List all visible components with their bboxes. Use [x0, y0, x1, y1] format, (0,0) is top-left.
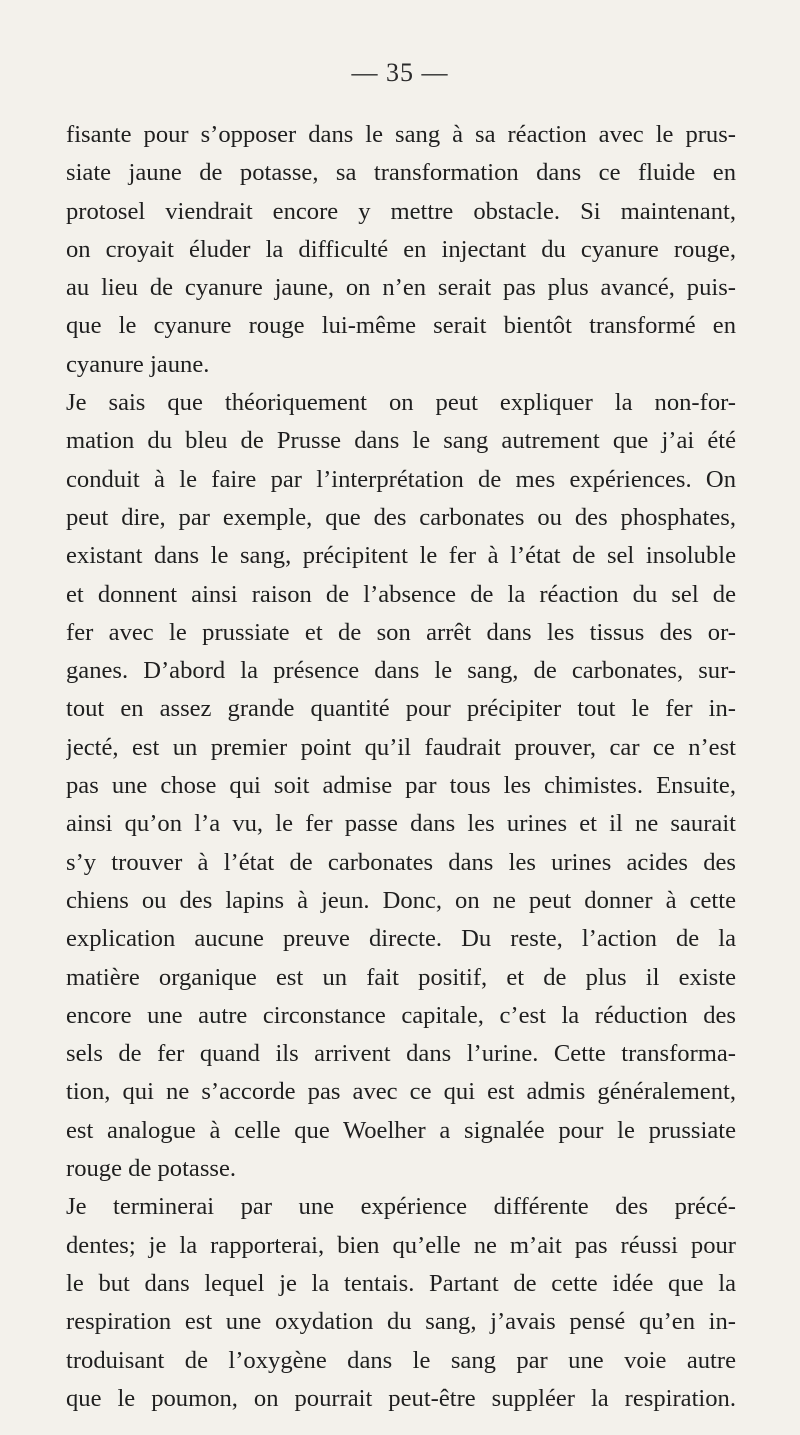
- text-line: s’y trouver à l’état de carbonates dans les urines acides des: [66, 848, 736, 876]
- text-line: respiration est une oxydation du sang, j’avais pensé qu’en in-: [66, 1308, 736, 1336]
- text-line: existant dans le sang, précipitent le fer à l’état de sel insoluble: [66, 542, 736, 570]
- text-line: Je terminerai par une expérience différente des précé-: [66, 1193, 736, 1221]
- text-line: au lieu de cyanure jaune, on n’en serait pas plus avancé, puis-: [66, 274, 736, 302]
- page-number: — 35 —: [351, 58, 449, 87]
- text-line: ainsi qu’on l’a vu, le fer passe dans les urines et il ne saurait: [66, 810, 736, 838]
- text-line: fer avec le prussiate et de son arrêt dans les tissus des or-: [66, 618, 736, 646]
- text-line: tout en assez grande quantité pour précipiter tout le fer in-: [66, 695, 736, 723]
- text-line: chiens ou des lapins à jeun. Donc, on ne peut donner à cette: [66, 886, 736, 914]
- text-line: encore une autre circonstance capitale, c’est la réduction des: [66, 1001, 736, 1029]
- text-line: cyanure jaune.: [66, 350, 210, 378]
- text-line: tion, qui ne s’accorde pas avec ce qui est admis généralement,: [66, 1078, 736, 1106]
- text-line: rouge de potasse.: [66, 1155, 237, 1183]
- text-line: ganes. D’abord la présence dans le sang, de carbonates, sur-: [66, 657, 736, 685]
- text-line: sels de fer quand ils arrivent dans l’urine. Cette transforma-: [66, 1040, 736, 1068]
- text-line: on croyait éluder la difficulté en injectant du cyanure rouge,: [66, 235, 736, 263]
- text-line: matière organique est un fait positif, et de plus il existe: [66, 963, 736, 991]
- body-text: [66, 116, 736, 1418]
- text-line: est analogue à celle que Woelher a signalée pour le prussiate: [66, 1116, 736, 1144]
- text-line: le but dans lequel je la tentais. Partant de cette idée que la: [66, 1269, 736, 1297]
- text-line: que le poumon, on pourrait peut-être suppléer la respiration.: [66, 1384, 736, 1412]
- text-line: protosel viendrait encore y mettre obstacle. Si maintenant,: [66, 197, 736, 225]
- text-line: peut dire, par exemple, que des carbonates ou des phosphates,: [66, 503, 736, 531]
- text-line: conduit à le faire par l’interprétation de mes expériences. On: [66, 465, 736, 493]
- text-line: jecté, est un premier point qu’il faudrait prouver, car ce n’est: [66, 733, 736, 761]
- text-line: que le cyanure rouge lui-même serait bientôt transformé en: [66, 312, 736, 340]
- text-line: pas une chose qui soit admise par tous les chimistes. Ensuite,: [66, 772, 736, 800]
- text-line: mation du bleu de Prusse dans le sang autrement que j’ai été: [66, 427, 736, 455]
- text-line: explication aucune preuve directe. Du reste, l’action de la: [66, 925, 736, 953]
- text-line: troduisant de l’oxygène dans le sang par une voie autre: [66, 1346, 736, 1374]
- text-line: fisante pour s’opposer dans le sang à sa réaction avec le prus-: [66, 121, 736, 148]
- text-line: Je sais que théoriquement on peut expliquer la non-for-: [66, 389, 736, 417]
- text-line: et donnent ainsi raison de l’absence de la réaction du sel de: [66, 580, 736, 608]
- text-line: dentes; je la rapporterai, bien qu’elle ne m’ait pas réussi pour: [66, 1231, 736, 1259]
- text-line: siate jaune de potasse, sa transformation dans ce fluide en: [66, 159, 736, 187]
